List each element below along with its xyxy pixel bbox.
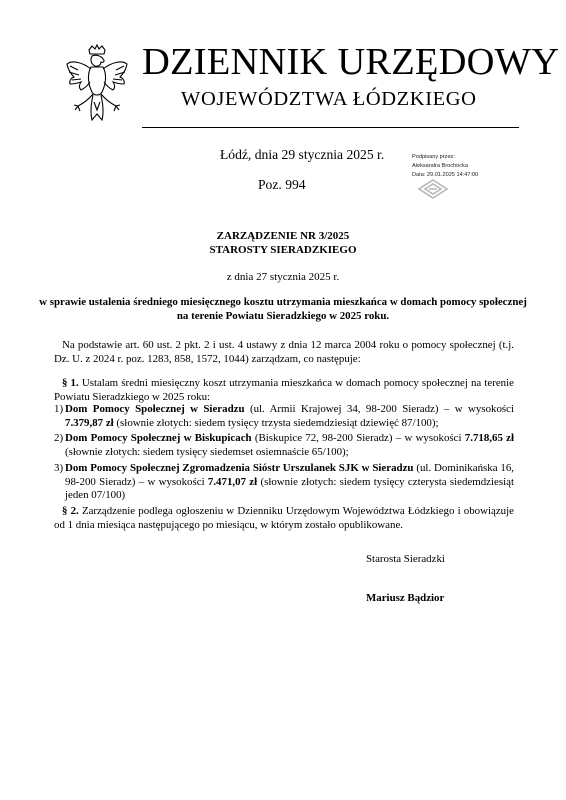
signature-name: Aleksandra Brochocka	[412, 163, 468, 169]
list-item-number: 1)	[54, 403, 64, 415]
amount-in-words: (słownie złotych: siedem tysięcy trzysta siedemdziesiąt dziewięć 87/100);	[113, 416, 439, 429]
institution-address: (Biskupice 72, 98-200 Sieradz) – w wysokości	[251, 432, 465, 444]
position-number: Poz. 994	[258, 177, 306, 192]
journal-subtitle: WOJEWÓDZTWA ŁÓDZKIEGO	[181, 88, 477, 110]
amount-in-words: (słownie złotych: siedem tysięcy siedemset osiemnaście 65/100);	[65, 445, 349, 458]
act-subject-line-1: w sprawie ustalenia średniego miesięcznego kosztu utrzymania mieszkańca w domach pomocy społecznej	[39, 296, 527, 308]
paragraph-1-text: Ustalam średni miesięczny koszt utrzymania mieszkańca w domach pomocy społecznej na terenie Powiatu Sieradzkiego w 2025 roku:	[54, 377, 514, 403]
list-item	[54, 462, 514, 503]
act-date: z dnia 27 stycznia 2025 r.	[226, 271, 340, 283]
act-issuer: STAROSTY SIERADZKIEGO	[209, 244, 357, 256]
journal-title: DZIENNIK URZĘDOWY	[142, 41, 560, 83]
digital-signature-icon	[416, 178, 450, 200]
institution-address: (ul. Armii Krajowej 34, 98-200 Sieradz) – w wysokości	[244, 403, 514, 415]
polish-eagle-icon	[64, 44, 130, 128]
institution-name: Dom Pomocy Społecznej Zgromadzenia Sióstr Urszulanek SJK w Sieradzu	[65, 462, 414, 474]
act-subject-line-2: na terenie Powiatu Sieradzkiego w 2025 roku.	[176, 310, 390, 322]
list-item-number: 3)	[54, 462, 64, 474]
institution-name: Dom Pomocy Społecznej w Sieradzu	[65, 403, 245, 415]
institution-address: (ul. Dominikańska 16, 98-200 Sieradz) – w wysokości	[65, 462, 515, 488]
list-item	[54, 403, 514, 430]
paragraph-2-label: § 2.	[62, 505, 79, 517]
cost-amount: 7.471,07 zł	[207, 475, 258, 488]
cost-amount: 7.718,65 zł	[464, 432, 514, 444]
institution-name: Dom Pomocy Społecznej w Biskupicach	[65, 432, 252, 444]
act-title: ZARZĄDZENIE NR 3/2025	[216, 230, 350, 242]
header-divider	[142, 127, 519, 128]
signer-role: Starosta Sieradzki	[366, 553, 445, 565]
paragraph-1-label: § 1.	[62, 377, 79, 389]
signer-name: Mariusz Bądzior	[366, 592, 445, 604]
paragraph-2-text: Zarządzenie podlega ogłoszeniu w Dzienniku Urzędowym Województwa Łódzkiego i obowiązuje od 1 dnia miesiąca następującego po miesiącu, w którym zostało opublikowane.	[54, 505, 514, 531]
signature-label: Podpisany przez:	[412, 154, 455, 160]
paragraph-2	[54, 505, 514, 532]
legal-basis-paragraph: Na podstawie art. 60 ust. 2 pkt. 2 i ust. 4 ustawy z dnia 12 marca 2004 roku o pomocy społecznej (t.j. Dz. U. z 2024 r. poz. 1283, 858, 1572, 1044) zarządzam, co następuje:	[54, 339, 514, 365]
list-item-number: 2)	[54, 432, 64, 444]
amount-in-words: (słownie złotych: siedem tysięcy czterysta siedemdziesiąt jeden 07/100)	[65, 475, 515, 501]
paragraph-1	[54, 377, 514, 404]
signature-date: Data: 29.01.2025 14:47:00	[412, 172, 479, 178]
publication-date: Łódź, dnia 29 stycznia 2025 r.	[220, 147, 385, 162]
list-item	[54, 432, 514, 459]
cost-amount: 7.379,87 zł	[65, 416, 114, 429]
